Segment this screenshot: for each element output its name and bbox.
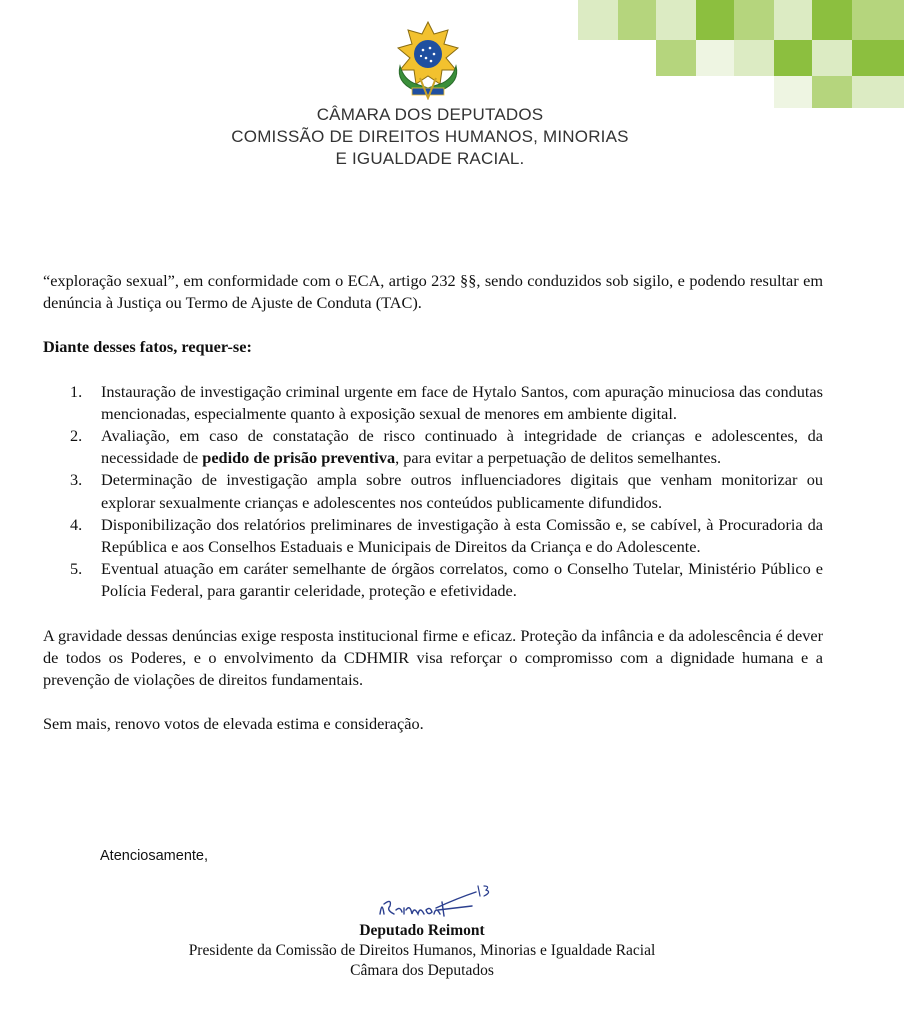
list-item-number: 1. [70, 381, 83, 401]
list-item-text: Avaliação, em caso de constatação de risco continuado à integridade de crianças e adolescentes, da necessidade de [101, 426, 823, 468]
request-list [43, 381, 823, 603]
list-item [43, 425, 823, 469]
coat-of-arms-icon [390, 18, 466, 100]
list-item [43, 558, 823, 602]
letterhead-line-2: COMISSÃO DE DIREITOS HUMANOS, MINORIAS [231, 127, 629, 146]
farewell-paragraph: Sem mais, renovo votos de elevada estima e consideração. [43, 714, 424, 734]
letterhead [0, 104, 860, 170]
conclusion-paragraph: A gravidade dessas denúncias exige resposta institucional firme e eficaz. Proteção da infância e da adolescência é dever de todos os Poderes, e o envolvimento da CDHMIR visa reforçar o compromisso com a dignidade humana e a prevenção de violações de direitos fundamentais. [43, 625, 823, 690]
request-heading: Diante desses fatos, requer-se: [43, 337, 252, 357]
list-item-text: Instauração de investigação criminal urgente em face de Hytalo Santos, com apuração minuciosa das condutas mencionadas, especialmente quanto à exposição sexual de menores em ambiente digital. [101, 381, 823, 423]
letterhead-line-3: E IGUALDADE RACIAL. [335, 149, 525, 168]
decorative-mosaic [494, 0, 904, 110]
list-item-text: Eventual atuação em caráter semelhante de órgãos correlatos, como o Conselho Tutelar, Ministério Público e Polícia Federal, para garantir celeridade, proteção e efetividade. [101, 559, 823, 601]
list-item [43, 381, 823, 425]
list-item-number: 3. [70, 470, 83, 490]
list-item-text: Determinação de investigação ampla sobre outros influenciadores digitais que venham monitorizar ou explorar sexualmente crianças e adolescentes nos conteúdos publicamente difundidos. [101, 470, 823, 512]
signer-role: Presidente da Comissão de Direitos Humanos, Minorias e Igualdade Racial [188, 942, 656, 959]
handwritten-signature [372, 880, 502, 924]
list-item [43, 514, 823, 558]
signer-organization: Câmara dos Deputados [350, 962, 494, 979]
list-item-number: 5. [70, 559, 83, 579]
list-item-text: Disponibilização dos relatórios preliminares de investigação à esta Comissão e, se cabível, à Procuradoria da República e aos Conselhos Estaduais e Municipais de Direitos da Criança e do Adolescente. [101, 514, 823, 557]
list-item-number: 4. [70, 514, 83, 534]
salutation: Atenciosamente, [100, 848, 209, 864]
letterhead-line-1: CÂMARA DOS DEPUTADOS [316, 105, 544, 124]
letter-body [43, 270, 823, 735]
signer-name: Deputado Reimont [359, 922, 485, 939]
list-item-emphasis: pedido de prisão preventiva [202, 448, 396, 468]
list-item-number: 2. [70, 426, 83, 446]
intro-paragraph: “exploração sexual”, em conformidade com o ECA, artigo 232 §§, sendo conduzidos sob sigilo, e podendo resultar em denúncia à Justiça ou Termo de Ajuste de Conduta (TAC). [43, 271, 823, 313]
list-item [43, 469, 823, 513]
list-item-text-end: , para evitar a perpetuação de delitos semelhantes. [395, 448, 722, 468]
